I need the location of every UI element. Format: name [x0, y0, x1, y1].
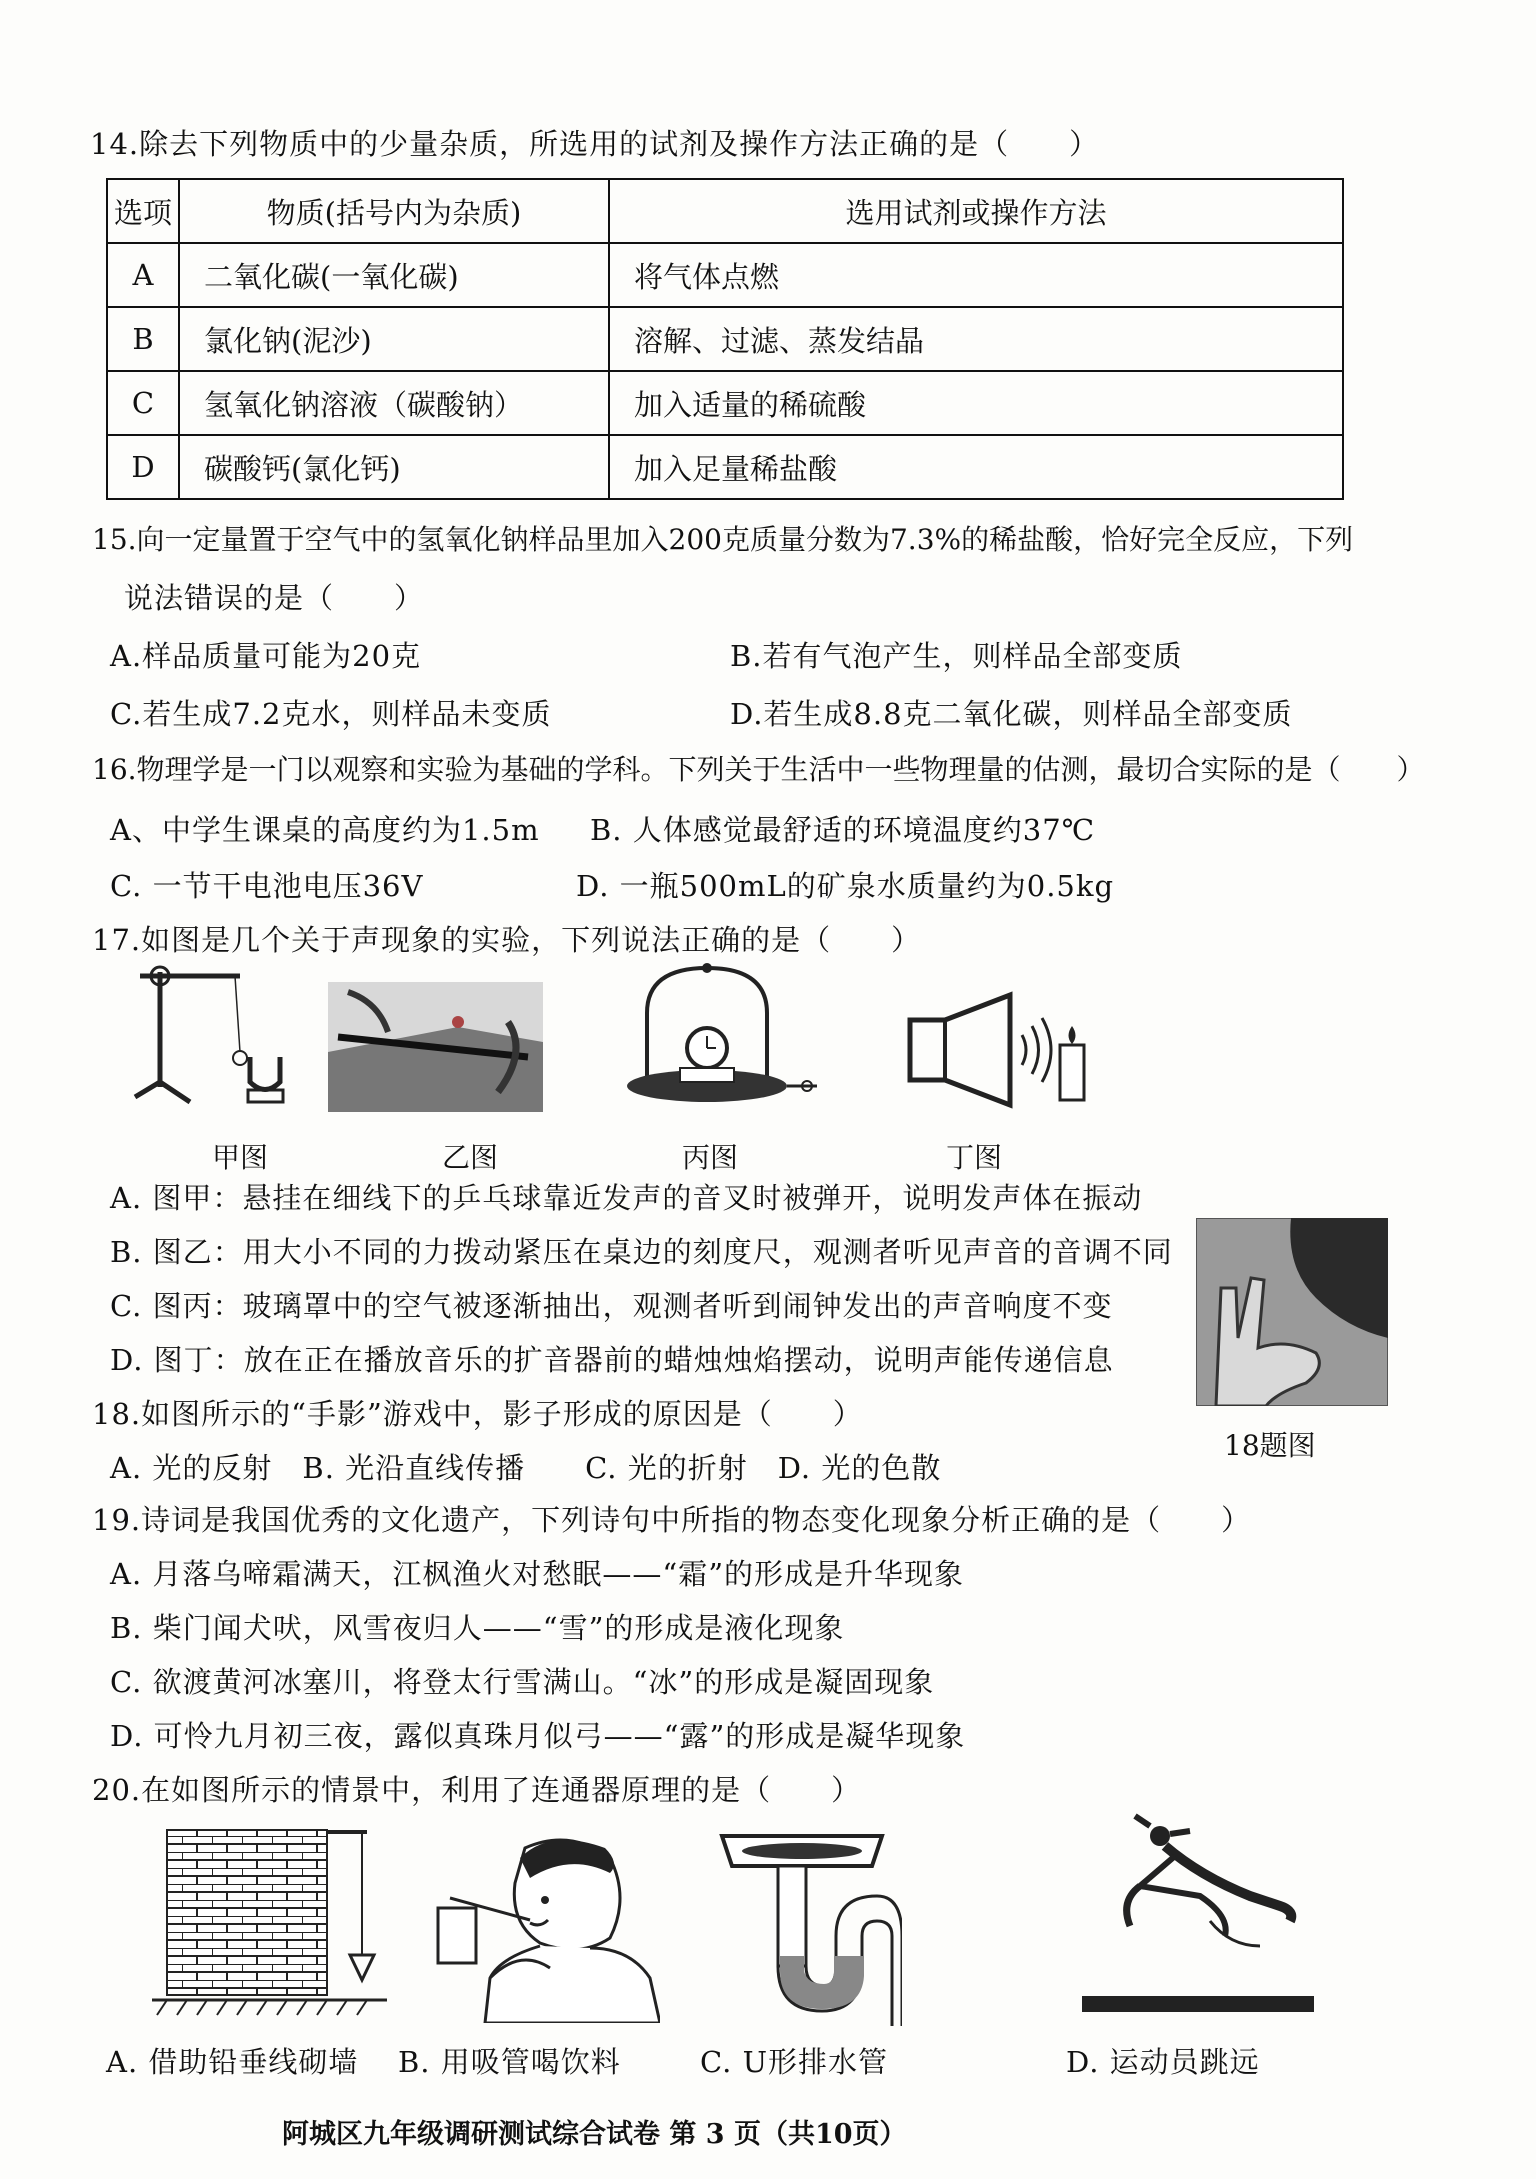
- q20-option-b: B. 用吸管喝饮料: [398, 2045, 621, 2079]
- q18-stem: 18.如图所示的“手影”游戏中，影子形成的原因是（ ）: [92, 1397, 863, 1431]
- q18-options: A. 光的反射 B. 光沿直线传播 C. 光的折射 D. 光的色散: [110, 1451, 942, 1485]
- figure-caption-yi: 乙图: [442, 1141, 499, 1174]
- bell-jar-figure: [622, 958, 822, 1113]
- table-cell: 加入足量稀盐酸: [609, 435, 1343, 499]
- table-cell: B: [107, 307, 179, 371]
- table-cell: 溶解、过滤、蒸发结晶: [609, 307, 1343, 371]
- table-header-cell: 选项: [107, 179, 179, 243]
- q16-option-c: C. 一节干电池电压36V: [110, 869, 424, 903]
- q17-option-c: C. 图丙：玻璃罩中的空气被逐渐抽出，观测者听到闹钟发出的声音响度不变: [110, 1289, 1113, 1323]
- q15-stem-cont: 说法错误的是（ ）: [124, 581, 425, 615]
- table-cell: D: [107, 435, 179, 499]
- q19-option-b: B. 柴门闻犬吠，风雪夜归人——“雪”的形成是液化现象: [110, 1611, 845, 1645]
- table-cell: A: [107, 243, 179, 307]
- q15-option-b: B.若有气泡产生，则样品全部变质: [730, 639, 1183, 673]
- q20-option-a: A. 借助铅垂线砌墙: [106, 2045, 359, 2079]
- q17-option-a: A. 图甲：悬挂在细线下的乒乓球靠近发声的音叉时被弹开，说明发声体在振动: [110, 1181, 1143, 1215]
- q19-stem: 19.诗词是我国优秀的文化遗产，下列诗句中所指的物态变化现象分析正确的是（ ）: [92, 1503, 1252, 1537]
- table-cell: 碳酸钙(氯化钙): [179, 435, 609, 499]
- q19-option-d: D. 可怜九月初三夜，露似真珠月似弓——“露”的形成是凝华现象: [110, 1719, 966, 1753]
- q14-table: [106, 178, 1344, 500]
- table-cell: C: [107, 371, 179, 435]
- q15-option-d: D.若生成8.8克二氧化碳，则样品全部变质: [730, 697, 1293, 731]
- speaker-figure: [900, 990, 1090, 1110]
- figure-caption-ding: 丁图: [946, 1141, 1003, 1174]
- table-row: [107, 307, 1343, 371]
- table-header-cell: 选用试剂或操作方法: [609, 179, 1343, 243]
- q20-option-d: D. 运动员跳远: [1066, 2045, 1260, 2079]
- q15-stem: 15.向一定量置于空气中的氢氧化钠样品里加入200克质量分数为7.3%的稀盐酸，恰好完全反应，下列: [92, 523, 1354, 556]
- table-cell: 二氧化碳(一氧化碳): [179, 243, 609, 307]
- table-cell: 将气体点燃: [609, 243, 1343, 307]
- table-row: [107, 371, 1343, 435]
- q15-option-c: C.若生成7.2克水，则样品未变质: [110, 697, 552, 731]
- table-cell: 氢氧化钠溶液（碳酸钠）: [179, 371, 609, 435]
- figure-caption-bing: 丙图: [682, 1141, 739, 1174]
- table-row: [107, 243, 1343, 307]
- u-drain-pipe-figure: [712, 1826, 902, 2026]
- long-jump-figure: [1080, 1806, 1320, 2016]
- q16-stem: 16.物理学是一门以观察和实验为基础的学科。下列关于生活中一些物理量的估测，最切合实际的是（ ）: [92, 753, 1425, 786]
- plumb-line-wall-figure: [152, 1820, 392, 2020]
- straw-drinking-figure: [430, 1828, 660, 2023]
- q16-option-b: B. 人体感觉最舒适的环境温度约37℃: [590, 813, 1096, 847]
- q14-stem: 14.除去下列物质中的少量杂质，所选用的试剂及操作方法正确的是（ ）: [90, 127, 1100, 161]
- hand-shadow-figure: [1196, 1218, 1388, 1406]
- q15-option-a: A.样品质量可能为20克: [110, 639, 422, 673]
- q16-option-d: D. 一瓶500mL的矿泉水质量约为0.5kg: [576, 869, 1115, 903]
- q17-stem: 17.如图是几个关于声现象的实验，下列说法正确的是（ ）: [92, 923, 922, 957]
- table-row: [107, 435, 1343, 499]
- page-footer: 阿城区九年级调研测试综合试卷 第 3 页（共10页）: [282, 2119, 907, 2150]
- table-header-row: [107, 179, 1343, 243]
- q17-option-d: D. 图丁：放在正在播放音乐的扩音器前的蜡烛烛焰摆动，说明声能传递信息: [110, 1343, 1114, 1377]
- tuning-fork-figure: [130, 962, 300, 1112]
- figure-caption-jia: 甲图: [212, 1141, 269, 1174]
- figure-caption-18: 18题图: [1224, 1429, 1316, 1462]
- table-cell: 加入适量的稀硫酸: [609, 371, 1343, 435]
- q17-option-b: B. 图乙：用大小不同的力拨动紧压在桌边的刻度尺，观测者听见声音的音调不同: [110, 1235, 1173, 1269]
- q20-option-c: C. U形排水管: [700, 2045, 889, 2079]
- ruler-figure: [328, 982, 543, 1112]
- q16-option-a: A、中学生课桌的高度约为1.5m: [110, 813, 540, 847]
- table-header-cell: 物质(括号内为杂质): [179, 179, 609, 243]
- q19-option-a: A. 月落乌啼霜满天，江枫渔火对愁眠——“霜”的形成是升华现象: [110, 1557, 965, 1591]
- table-cell: 氯化钠(泥沙): [179, 307, 609, 371]
- q20-stem: 20.在如图所示的情景中，利用了连通器原理的是（ ）: [92, 1773, 862, 1807]
- q19-option-c: C. 欲渡黄河冰塞川，将登太行雪满山。“冰”的形成是凝固现象: [110, 1665, 935, 1699]
